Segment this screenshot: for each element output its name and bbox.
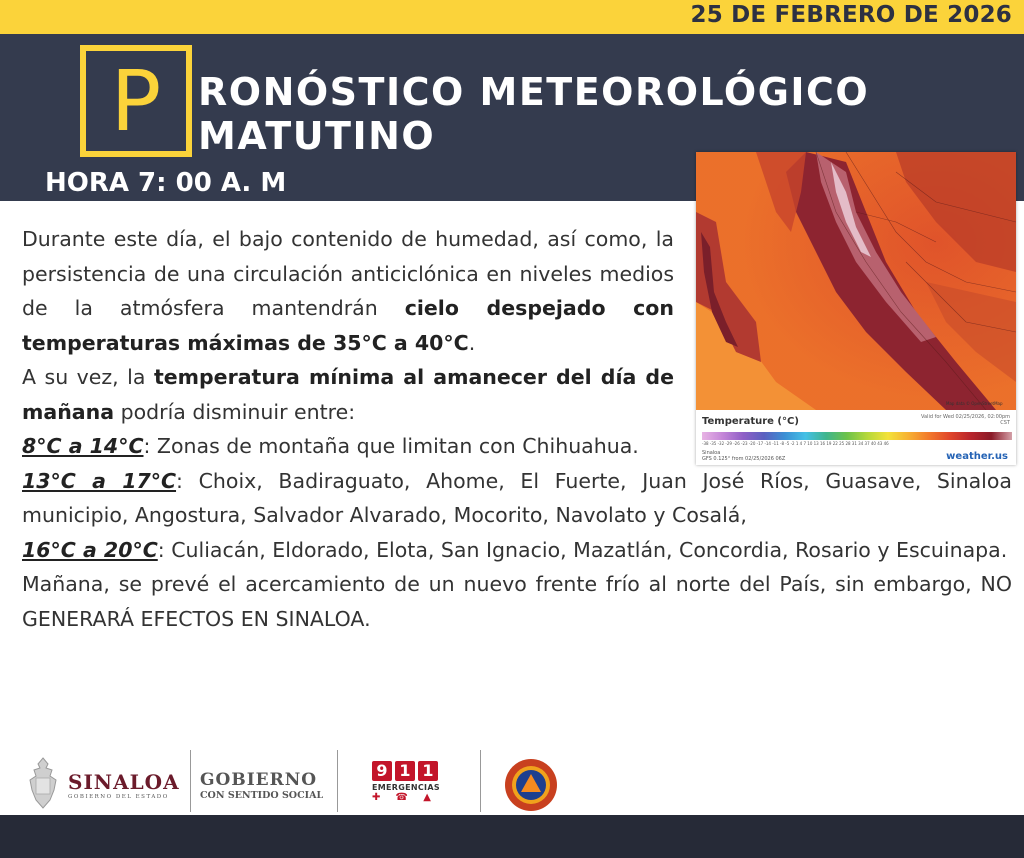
title-initial: P xyxy=(110,52,162,150)
sinaloa-wordmark: SINALOA xyxy=(68,770,180,794)
range-1-label: 8°C a 14°C xyxy=(22,434,144,458)
range-item-3 xyxy=(22,533,1012,568)
svg-text:Map data © OpenStreetMap: Map data © OpenStreetMap xyxy=(946,401,1003,406)
e911-label: EMERGENCIAS xyxy=(372,783,440,792)
sinaloa-subtitle: GOBIERNO DEL ESTADO xyxy=(68,794,169,800)
p2-text: A su vez, la xyxy=(22,365,154,389)
p1-bold: cielo despejado con temperaturas máximas de 35°C a 40°C xyxy=(22,296,674,355)
title-line-2: MATUTINO xyxy=(198,114,436,158)
map-brand-logo: weather.us xyxy=(946,451,1008,462)
range-2-label: 13°C a 17°C xyxy=(22,468,177,493)
e911-digit: 1 xyxy=(395,761,415,781)
top-date-bar xyxy=(0,0,1024,34)
map-legend-title: Temperature (°C) xyxy=(702,416,799,427)
footer-band xyxy=(0,815,1024,858)
map-source-model: GFS 0.125° from 02/25/2026 06Z xyxy=(702,456,786,462)
page-title xyxy=(198,70,869,158)
forecast-paragraph-2 xyxy=(22,360,674,429)
range-item-1 xyxy=(22,429,1012,464)
footer-divider xyxy=(190,750,191,812)
map-valid-time: Valid for Wed 02/25/2026, 02:00pm CST xyxy=(920,414,1010,426)
e911-digit: 1 xyxy=(418,761,438,781)
gobierno-wordmark: GOBIERNO xyxy=(200,770,318,790)
title-line-1: RONÓSTICO METEOROLÓGICO xyxy=(198,70,870,114)
footer-divider xyxy=(480,750,481,812)
e911-digit: 9 xyxy=(372,761,392,781)
title-initial-box xyxy=(80,45,192,157)
proteccion-civil-emblem-icon xyxy=(504,758,558,812)
sinaloa-crest-icon xyxy=(26,756,60,810)
e911-digits xyxy=(372,761,438,781)
e911-service-icons: ✚ ☎ ▲ xyxy=(372,792,437,803)
bulletin-time: HORA 7: 00 A. M xyxy=(45,168,287,198)
p2-end: podría disminuir entre: xyxy=(114,399,356,424)
gobierno-subtitle: CON SENTIDO SOCIAL xyxy=(200,790,324,801)
footer-divider xyxy=(337,750,338,812)
range-3-text: : Culiacán, Eldorado, Elota, San Ignacio, Mazatlán, Concordia, Rosario y Escuinapa. xyxy=(157,537,1008,562)
forecast-paragraph-3: Mañana, se prevé el acercamiento de un nuevo frente frío al norte del País, sin embargo, NO GENERARÁ EFECTOS EN SINALOA. xyxy=(22,572,1012,631)
p2-bold: temperatura mínima al amanecer del día de mañana xyxy=(22,365,674,424)
forecast-body xyxy=(22,222,1012,636)
range-2-text: : Choix, Badiraguato, Ahome, El Fuerte, Juan José Ríos, Guasave, Sinaloa municipio, Angostura, Salvador Alvarado, Mocorito, Navolato y Cosalá, xyxy=(22,468,1012,527)
forecast-paragraph-1 xyxy=(22,222,674,360)
range-item-2 xyxy=(22,464,1012,533)
p1-end: . xyxy=(468,330,476,355)
map-scale-ticks: -38 -35 -32 -29 -26 -23 -20 -17 -14 -11 -8 -5 -2 1 4 7 10 13 16 19 22 25 28 31 34 37 40 43 46 xyxy=(702,441,889,446)
range-3-label: 16°C a 20°C xyxy=(22,537,158,562)
bulletin-date: 25 DE FEBRERO DE 2026 xyxy=(690,2,1012,28)
range-1-text: : Zonas de montaña que limitan con Chihuahua. xyxy=(143,434,639,458)
p1-text: Durante este día, el bajo contenido de humedad, así como, la persistencia de una circulación anticiclónica en niveles medios de la atmósfera mantendrán xyxy=(22,227,674,320)
emergencias-911-logo xyxy=(372,761,438,803)
map-source-region: Sinaloa xyxy=(702,450,721,456)
